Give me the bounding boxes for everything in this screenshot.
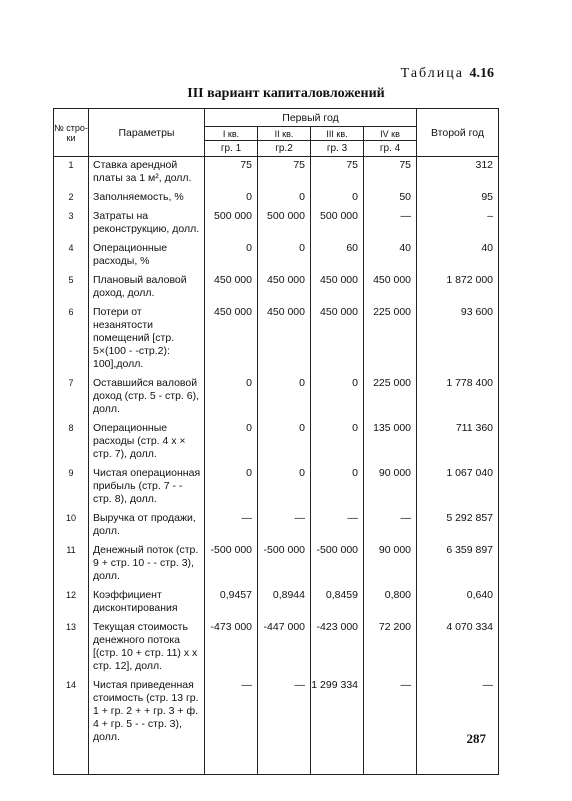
table-row (54, 189, 499, 208)
row-number: 8 (54, 420, 89, 465)
header-group-1: гр. 1 (205, 141, 258, 157)
header-first-year: Первый год (205, 109, 417, 127)
cell-quarter-4: 225 000 (364, 304, 417, 375)
cell-quarter-1: 0 (205, 465, 258, 510)
cell-quarter-1: -473 000 (205, 619, 258, 677)
cell-quarter-1: -500 000 (205, 542, 258, 587)
cell-quarter-1: 450 000 (205, 304, 258, 375)
row-number: 10 (54, 510, 89, 542)
cell-quarter-1: 0 (205, 420, 258, 465)
cell-second-year: – (417, 208, 499, 240)
row-parameter: Потери от незанятости помещений [стр. 5×(100 - -стр.2): 100],долл. (89, 304, 205, 375)
cell-quarter-4: 450 000 (364, 272, 417, 304)
empty-cell (258, 748, 311, 775)
cell-quarter-2: 0 (258, 189, 311, 208)
header-second-year: Второй год (417, 109, 499, 157)
row-number: 13 (54, 619, 89, 677)
cell-quarter-3: -500 000 (311, 542, 364, 587)
cell-quarter-2: 0 (258, 240, 311, 272)
cell-quarter-1: 0,9457 (205, 587, 258, 619)
header-quarter-1: I кв. (205, 127, 258, 141)
cell-quarter-3: -423 000 (311, 619, 364, 677)
cell-second-year: 95 (417, 189, 499, 208)
table-row (54, 157, 499, 190)
row-parameter: Чистая приведенная стоимость (стр. 13 гр. 1 + гр. 2 + + гр. 3 + ф. 4 + гр. 5 - - стр. 3), долл. (89, 677, 205, 748)
cell-quarter-4: 225 000 (364, 375, 417, 420)
table-caption (401, 66, 494, 82)
empty-cell (364, 748, 417, 775)
cell-quarter-4: 135 000 (364, 420, 417, 465)
header-group-2: гр.2 (258, 141, 311, 157)
cell-quarter-3: 500 000 (311, 208, 364, 240)
empty-cell (89, 748, 205, 775)
cell-second-year: 4 070 334 (417, 619, 499, 677)
table-caption-number: 4.16 (469, 66, 494, 81)
cell-quarter-4: 90 000 (364, 465, 417, 510)
row-parameter: Операционные расходы (стр. 4 х × стр. 7), долл. (89, 420, 205, 465)
row-number: 1 (54, 157, 89, 190)
cell-quarter-2: -447 000 (258, 619, 311, 677)
cell-quarter-3: 1 299 334 (311, 677, 364, 748)
cell-second-year: 93 600 (417, 304, 499, 375)
header-group-4: гр. 4 (364, 141, 417, 157)
row-parameter: Ставка арендной платы за 1 м², долл. (89, 157, 205, 190)
table-row (54, 542, 499, 587)
cell-quarter-4: 0,800 (364, 587, 417, 619)
cell-quarter-4: 50 (364, 189, 417, 208)
cell-quarter-3: 450 000 (311, 272, 364, 304)
header-quarter-4: IV кв (364, 127, 417, 141)
cell-quarter-3: 0,8459 (311, 587, 364, 619)
cell-quarter-2: 0 (258, 465, 311, 510)
header-parameters: Параметры (89, 109, 205, 157)
row-number: 14 (54, 677, 89, 748)
row-parameter: Заполняемость, % (89, 189, 205, 208)
cell-quarter-2: 0 (258, 420, 311, 465)
table-row (54, 619, 499, 677)
page-number: 287 (466, 731, 486, 746)
table-bottom-space (54, 748, 499, 775)
row-number: 12 (54, 587, 89, 619)
cell-quarter-3: 0 (311, 420, 364, 465)
cell-quarter-4: 90 000 (364, 542, 417, 587)
cell-quarter-1: — (205, 677, 258, 748)
row-number: 11 (54, 542, 89, 587)
row-parameter: Коэффициент дисконтирования (89, 587, 205, 619)
row-number: 2 (54, 189, 89, 208)
row-parameter: Операционные расходы, % (89, 240, 205, 272)
row-number: 4 (54, 240, 89, 272)
cell-quarter-2: 500 000 (258, 208, 311, 240)
cell-quarter-3: — (311, 510, 364, 542)
cell-quarter-3: 450 000 (311, 304, 364, 375)
cell-quarter-3: 75 (311, 157, 364, 190)
cell-quarter-2: — (258, 510, 311, 542)
cell-quarter-3: 0 (311, 465, 364, 510)
cell-quarter-1: 75 (205, 157, 258, 190)
row-number: 7 (54, 375, 89, 420)
empty-cell (417, 748, 499, 775)
cell-quarter-2: 0 (258, 375, 311, 420)
cell-second-year: 1 872 000 (417, 272, 499, 304)
table-row (54, 677, 499, 748)
cell-quarter-2: -500 000 (258, 542, 311, 587)
row-parameter: Чистая операционная прибыль (стр. 7 - - стр. 8), долл. (89, 465, 205, 510)
table-body (54, 157, 499, 775)
row-parameter: Текущая стоимость денежного потока [(стр. 10 + стр. 11) х х стр. 12], долл. (89, 619, 205, 677)
cell-second-year: 711 360 (417, 420, 499, 465)
investment-table (53, 108, 499, 775)
cell-quarter-4: 75 (364, 157, 417, 190)
table-row (54, 510, 499, 542)
table-row (54, 272, 499, 304)
table-row (54, 420, 499, 465)
cell-quarter-4: — (364, 677, 417, 748)
cell-second-year: 5 292 857 (417, 510, 499, 542)
table-row (54, 208, 499, 240)
table-row (54, 375, 499, 420)
cell-quarter-2: 450 000 (258, 304, 311, 375)
empty-cell (205, 748, 258, 775)
cell-quarter-1: 450 000 (205, 272, 258, 304)
cell-second-year: 40 (417, 240, 499, 272)
header-group-3: гр. 3 (311, 141, 364, 157)
table-row (54, 465, 499, 510)
cell-quarter-1: 0 (205, 189, 258, 208)
row-parameter: Денежный поток (стр. 9 + стр. 10 - - стр. 3), долл. (89, 542, 205, 587)
cell-second-year: — (417, 677, 499, 748)
row-number: 6 (54, 304, 89, 375)
cell-quarter-1: 500 000 (205, 208, 258, 240)
cell-quarter-3: 60 (311, 240, 364, 272)
cell-second-year: 1 067 040 (417, 465, 499, 510)
cell-quarter-3: 0 (311, 375, 364, 420)
row-number: 5 (54, 272, 89, 304)
row-number: 3 (54, 208, 89, 240)
cell-second-year: 312 (417, 157, 499, 190)
empty-cell (311, 748, 364, 775)
row-parameter: Оставшийся валовой доход (стр. 5 - стр. 6), долл. (89, 375, 205, 420)
empty-cell (54, 748, 89, 775)
table-row (54, 587, 499, 619)
cell-quarter-2: 450 000 (258, 272, 311, 304)
cell-quarter-4: 40 (364, 240, 417, 272)
cell-quarter-2: — (258, 677, 311, 748)
table-caption-prefix: Таблица (400, 66, 464, 81)
cell-quarter-2: 75 (258, 157, 311, 190)
cell-quarter-4: — (364, 510, 417, 542)
cell-quarter-2: 0,8944 (258, 587, 311, 619)
cell-quarter-1: 0 (205, 375, 258, 420)
header-quarter-3: III кв. (311, 127, 364, 141)
header-quarter-2: II кв. (258, 127, 311, 141)
table-row (54, 304, 499, 375)
row-parameter: Выручка от продажи, долл. (89, 510, 205, 542)
cell-second-year: 6 359 897 (417, 542, 499, 587)
cell-quarter-3: 0 (311, 189, 364, 208)
row-parameter: Затраты на реконструкцию, долл. (89, 208, 205, 240)
table-title: III вариант капиталовложений (187, 86, 385, 101)
row-parameter: Плановый валовой доход, долл. (89, 272, 205, 304)
cell-quarter-1: — (205, 510, 258, 542)
row-number: 9 (54, 465, 89, 510)
cell-quarter-4: 72 200 (364, 619, 417, 677)
header-row-number: № стро-ки (54, 109, 89, 157)
cell-quarter-1: 0 (205, 240, 258, 272)
cell-second-year: 0,640 (417, 587, 499, 619)
cell-second-year: 1 778 400 (417, 375, 499, 420)
cell-quarter-4: — (364, 208, 417, 240)
table-row (54, 240, 499, 272)
